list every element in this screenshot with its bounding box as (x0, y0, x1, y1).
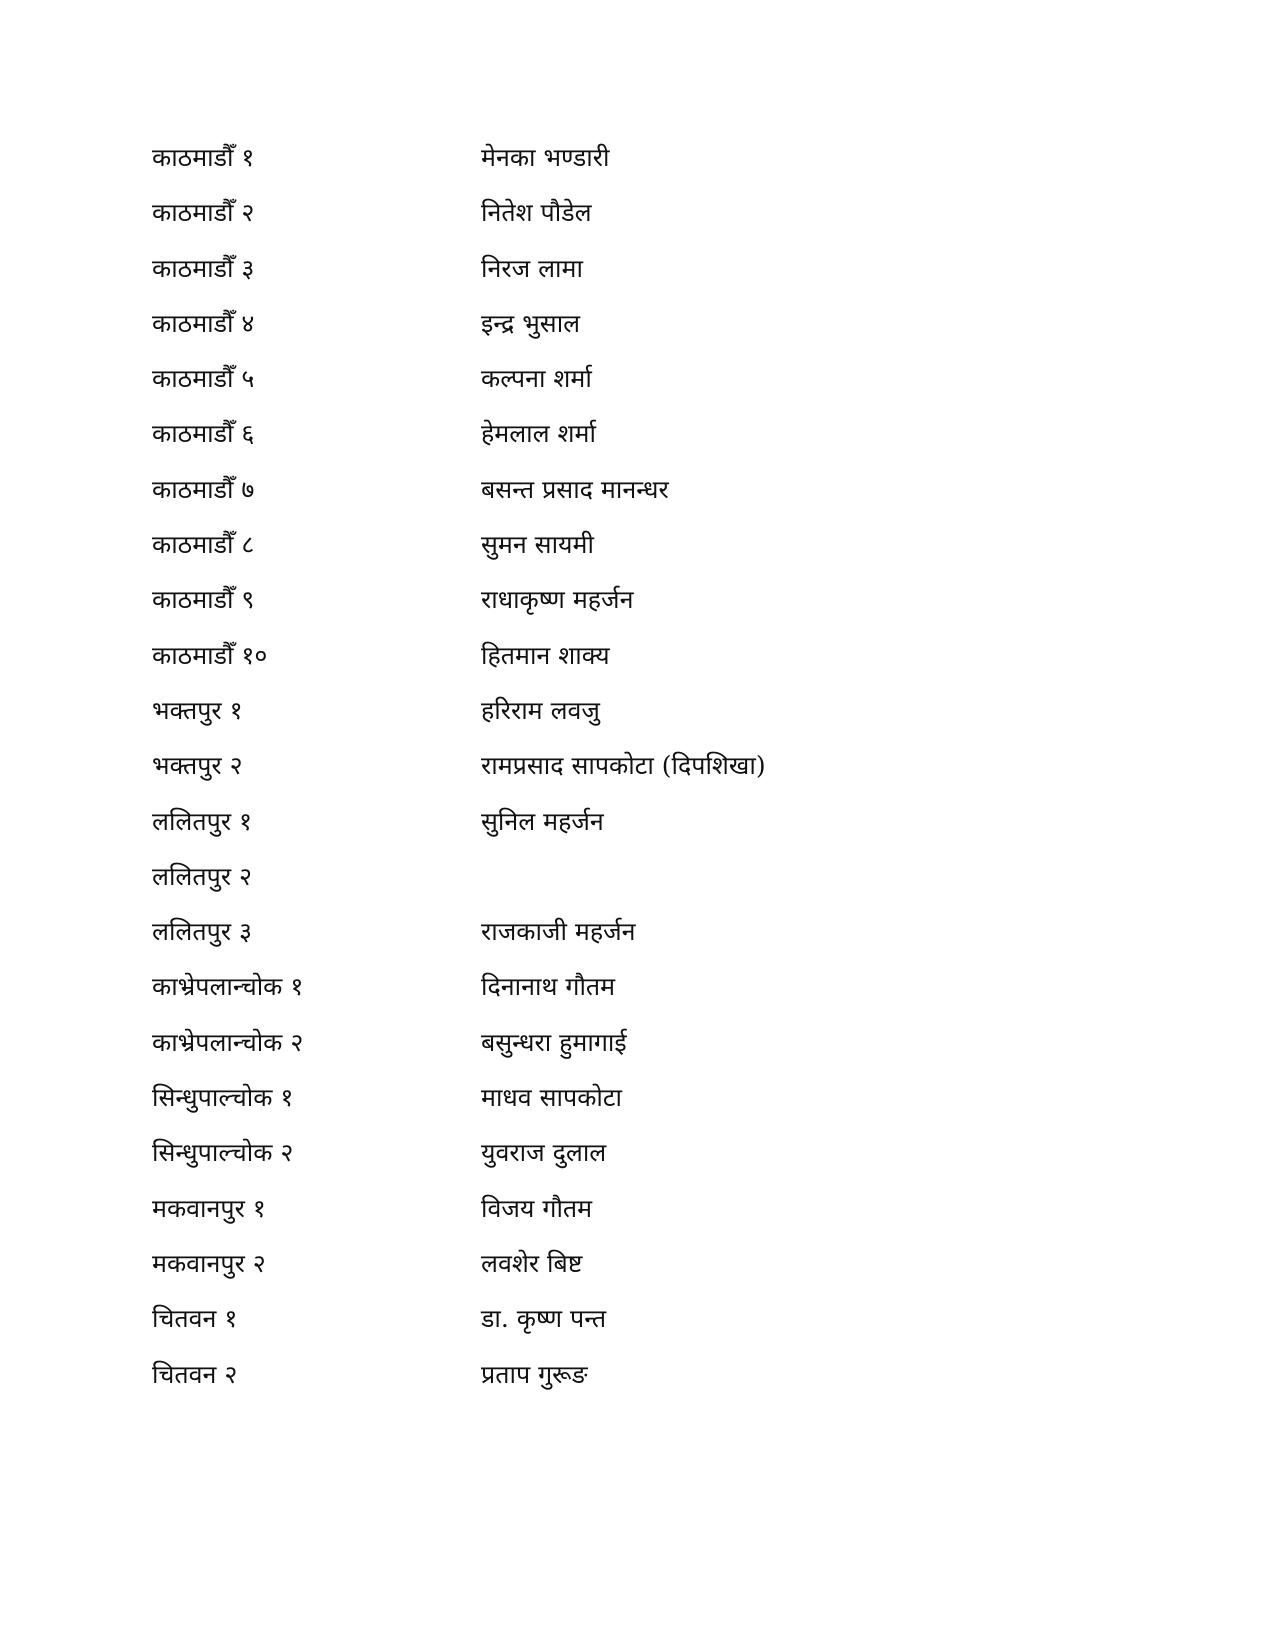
list-item (152, 859, 1052, 914)
candidate-name: बसन्त प्रसाद मानन्धर (481, 474, 669, 504)
constituency-label: सिन्धुपाल्चोक १ (152, 1083, 294, 1113)
list-item (152, 969, 1052, 1024)
list-item (152, 195, 1052, 250)
constituency-label: मकवानपुर १ (152, 1193, 266, 1223)
constituency-label: ललितपुर १ (152, 806, 252, 836)
list-item (152, 638, 1052, 693)
list-item (152, 582, 1052, 637)
candidate-name: युवराज दुलाल (481, 1138, 607, 1168)
list-item (152, 804, 1052, 859)
constituency-label: काभ्रेपलान्चोक १ (152, 972, 304, 1002)
constituency-label: काठमाडौँ १ (152, 143, 255, 172)
list-item (152, 1191, 1052, 1246)
candidate-name: हेमलाल शर्मा (481, 419, 596, 449)
list-item (152, 1301, 1052, 1356)
constituency-label: सिन्धुपाल्चोक २ (152, 1138, 294, 1168)
list-item (152, 1246, 1052, 1301)
candidate-list (152, 140, 1052, 1412)
list-item (152, 306, 1052, 361)
list-item (152, 914, 1052, 969)
candidate-name: हरिराम लवजु (481, 695, 600, 725)
constituency-label: ललितपुर ३ (152, 917, 252, 947)
candidate-name: कल्पना शर्मा (481, 364, 592, 394)
constituency-label: काठमाडौँ ७ (152, 474, 255, 504)
candidate-name: नितेश पौडेल (481, 198, 592, 228)
constituency-label: काठमाडौँ ३ (152, 253, 255, 283)
constituency-label: चितवन १ (152, 1304, 238, 1334)
list-item (152, 472, 1052, 527)
candidate-name: प्रताप गुरूङ (481, 1359, 588, 1389)
constituency-label: ललितपुर २ (152, 861, 252, 891)
constituency-label: काभ्रेपलान्चोक २ (152, 1027, 304, 1057)
candidate-name: बसुन्धरा हुमागाई (481, 1027, 627, 1057)
candidate-name: सुमन सायमी (481, 530, 594, 560)
candidate-name: मेनका भण्डारी (481, 143, 610, 172)
list-item (152, 140, 1052, 195)
list-item (152, 1080, 1052, 1135)
candidate-name: निरज लामा (481, 253, 583, 283)
candidate-name: डा. कृष्ण पन्त (481, 1304, 607, 1334)
constituency-label: काठमाडौँ ४ (152, 308, 255, 338)
constituency-label: भक्तपुर २ (152, 751, 243, 781)
constituency-label: काठमाडौँ १० (152, 640, 268, 670)
constituency-label: मकवानपुर २ (152, 1248, 266, 1278)
list-item (152, 1357, 1052, 1412)
constituency-label: चितवन २ (152, 1359, 238, 1389)
list-item (152, 361, 1052, 416)
candidate-name: दिनानाथ गौतम (481, 972, 616, 1002)
list-item (152, 527, 1052, 582)
candidate-name: राजकाजी महर्जन (481, 917, 636, 947)
constituency-label: भक्तपुर १ (152, 695, 243, 725)
constituency-label: काठमाडौँ ९ (152, 585, 255, 615)
list-item (152, 693, 1052, 748)
list-item (152, 1135, 1052, 1190)
constituency-label: काठमाडौँ ८ (152, 530, 255, 560)
candidate-name: इन्द्र भुसाल (481, 308, 581, 338)
list-item (152, 748, 1052, 803)
constituency-label: काठमाडौँ ६ (152, 419, 255, 449)
candidate-name: लवशेर बिष्ट (481, 1248, 583, 1278)
candidate-name: रामप्रसाद सापकोटा (दिपशिखा) (481, 751, 766, 781)
candidate-name: सुनिल महर्जन (481, 806, 604, 836)
candidate-name: विजय गौतम (481, 1193, 593, 1223)
candidate-name: राधाकृष्ण महर्जन (481, 585, 634, 615)
list-item (152, 416, 1052, 471)
list-item (152, 251, 1052, 306)
list-item (152, 1025, 1052, 1080)
constituency-label: काठमाडौँ ५ (152, 364, 255, 394)
candidate-name: हितमान शाक्य (481, 640, 610, 670)
constituency-label: काठमाडौँ २ (152, 198, 255, 228)
candidate-name: माधव सापकोटा (481, 1083, 622, 1113)
